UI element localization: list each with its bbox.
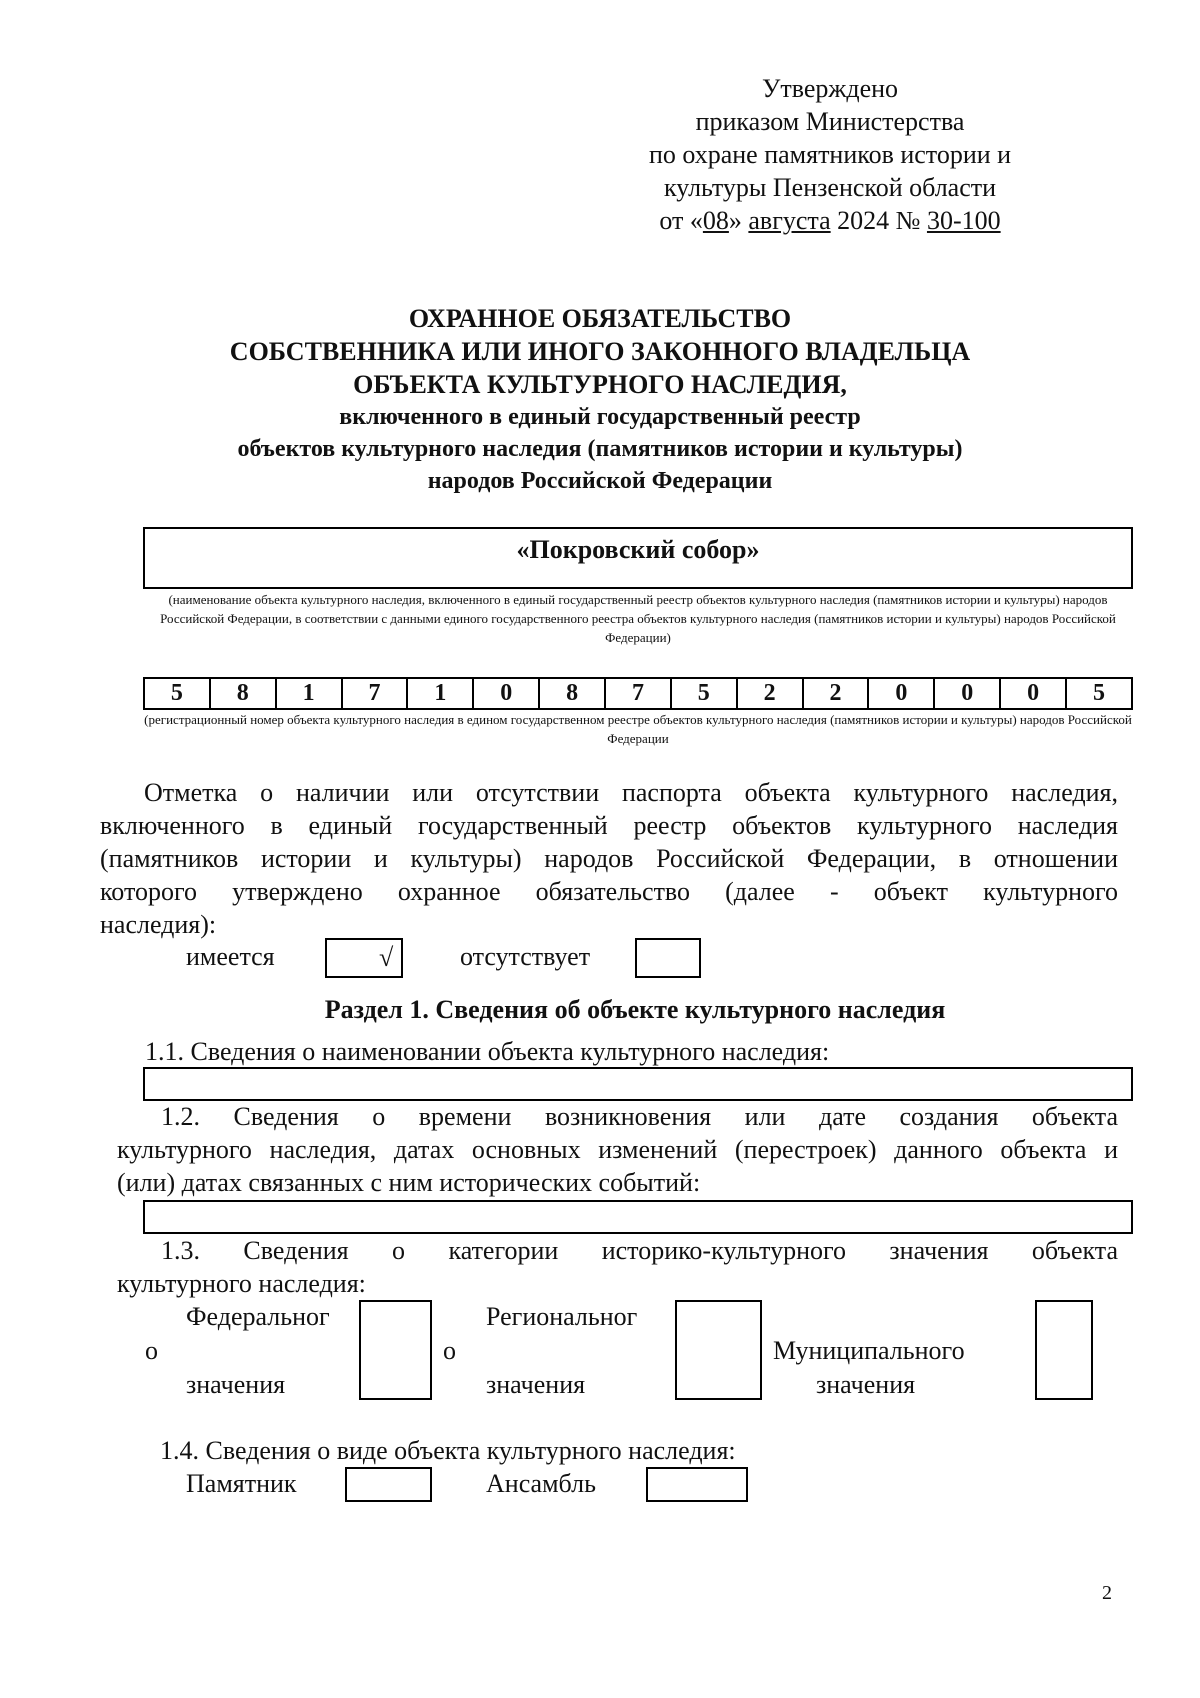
passport-paragraph — [100, 776, 1118, 809]
registration-caption: (регистрационный номер объекта культурного наследия в едином государственном реестре объектов культурного наследия (памятников истории и культуры) народов Российской Федерации — [144, 712, 1132, 746]
approval-month: августа — [748, 206, 831, 235]
monument-checkbox[interactable] — [345, 1467, 432, 1502]
present-checkbox[interactable] — [325, 938, 403, 978]
municipal-label-a: Муниципального — [773, 1336, 965, 1365]
registration-digits-row — [144, 678, 1132, 709]
approval-line-2: приказом Министерства — [695, 107, 965, 136]
passport-line-3: (памятников истории и культуры) народов Российской Федерации, в отношении — [100, 844, 1118, 873]
reg-digit: 5 — [1066, 678, 1132, 709]
object-name-box — [143, 527, 1133, 589]
reg-digit: 7 — [605, 678, 671, 709]
approval-order-number: 30-100 — [926, 206, 1001, 235]
title-line-5: объектов культурного наследия (памятников истории и культуры) — [237, 436, 963, 462]
absent-checkbox[interactable] — [635, 938, 701, 978]
reg-digit: 2 — [803, 678, 869, 709]
reg-digit: 0 — [473, 678, 539, 709]
title-line-6: народов Российской Федерации — [427, 468, 773, 494]
passport-line-4: которого утверждено охранное обязательство (далее - объект культурного — [100, 877, 1118, 906]
item-1-4-label: 1.4. Сведения о виде объекта культурного наследия: — [160, 1436, 736, 1465]
item-1-2-line-2: культурного наследия, датах основных изменений (перестроек) данного объекта и — [117, 1135, 1118, 1164]
item-1-3-line-2: культурного наследия: — [117, 1269, 366, 1298]
item-1-1-field[interactable] — [143, 1067, 1133, 1101]
approval-line-4: культуры Пензенской области — [663, 173, 997, 202]
date-mid: » — [728, 206, 749, 235]
item-1-2-field[interactable] — [143, 1200, 1133, 1234]
ensemble-checkbox[interactable] — [646, 1467, 748, 1502]
federal-label-b: о — [145, 1336, 158, 1365]
item-1-3-line-1: 1.3. Сведения о категории историко-культурного значения объекта — [161, 1236, 1118, 1265]
reg-digit: 1 — [276, 678, 342, 709]
municipal-label-b: значения — [816, 1370, 916, 1399]
regional-label-a: Региональног — [486, 1302, 638, 1331]
federal-label-c: значения — [186, 1370, 286, 1399]
approval-line-1: Утверждено — [761, 74, 899, 103]
federal-label-a: Федеральног — [186, 1302, 330, 1331]
approval-line-3: по охране памятников истории и — [648, 140, 1012, 169]
title-line-1: ОХРАННОЕ ОБЯЗАТЕЛЬСТВО — [408, 304, 792, 333]
passport-line-5: наследия): — [100, 910, 217, 939]
approval-block — [620, 72, 1040, 237]
item-1-2-line-1: 1.2. Сведения о времени возникновения или дате создания объекта — [161, 1102, 1118, 1131]
registration-number-table — [143, 677, 1133, 710]
present-label: имеется — [186, 942, 275, 971]
regional-checkbox[interactable] — [675, 1300, 762, 1400]
reg-digit: 5 — [671, 678, 737, 709]
reg-digit: 5 — [144, 678, 210, 709]
municipal-checkbox[interactable] — [1035, 1300, 1093, 1400]
reg-digit: 0 — [868, 678, 934, 709]
reg-digit: 2 — [737, 678, 803, 709]
item-1-2-line-3: (или) датах связанных с ним исторических событий: — [117, 1168, 701, 1197]
absent-label: отсутствует — [460, 942, 591, 971]
approval-day: 08 — [702, 206, 729, 235]
reg-digit: 0 — [934, 678, 1000, 709]
approval-date-line — [620, 204, 1040, 237]
section-1-title: Раздел 1. Сведения об объекте культурного наследия — [324, 995, 946, 1024]
item-1-1-label: 1.1. Сведения о наименовании объекта культурного наследия: — [145, 1037, 830, 1066]
regional-label-c: значения — [486, 1370, 586, 1399]
reg-digit: 8 — [210, 678, 276, 709]
federal-checkbox[interactable] — [359, 1300, 432, 1400]
check-mark-icon: √ — [379, 943, 394, 972]
year-no: 2024 № — [830, 206, 927, 235]
object-name-value: «Покровский собор» — [516, 535, 760, 564]
reg-digit: 0 — [1000, 678, 1066, 709]
reg-digit: 8 — [539, 678, 605, 709]
document-title — [100, 302, 1100, 497]
monument-label: Памятник — [186, 1469, 297, 1498]
regional-label-b: о — [443, 1336, 456, 1365]
title-line-3: ОБЪЕКТА КУЛЬТУРНОГО НАСЛЕДИЯ, — [353, 370, 847, 399]
ensemble-label: Ансамбль — [486, 1469, 596, 1498]
reg-digit: 7 — [342, 678, 408, 709]
passport-line-1: Отметка о наличии или отсутствии паспорта объекта культурного наследия, — [144, 778, 1118, 807]
page-number: 2 — [1102, 1582, 1112, 1604]
date-prefix: от « — [659, 206, 703, 235]
passport-line-2: включенного в единый государственный реестр объектов культурного наследия — [100, 811, 1118, 840]
reg-digit: 1 — [407, 678, 473, 709]
object-name-caption: (наименование объекта культурного наследия, включенного в единый государственный реестр объектов культурного наследия (памятников истории и культуры) народов Российской Федерации, в соответствии с данными единого государственного реестра объектов культурного наследия (памятников истории и культуры) народов Российской Федерации) — [160, 592, 1116, 645]
title-line-4: включенного в единый государственный реестр — [339, 404, 861, 430]
title-line-2: СОБСТВЕННИКА ИЛИ ИНОГО ЗАКОННОГО ВЛАДЕЛЬЦА — [229, 337, 971, 366]
